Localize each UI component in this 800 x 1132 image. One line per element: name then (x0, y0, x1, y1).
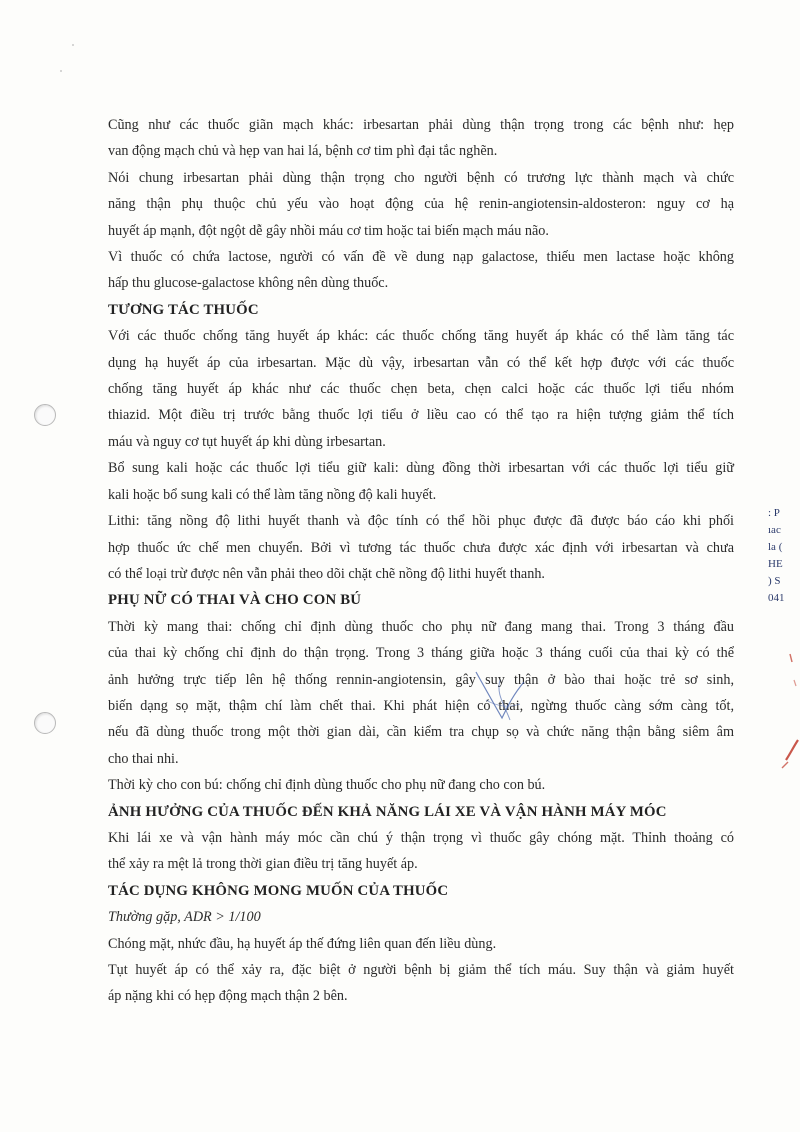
frequency-subheading: Thường gặp, ADR > 1/100 (108, 909, 261, 926)
body-paragraph (108, 244, 734, 297)
text-line: thiazid. Một điều trị trước bằng thuốc lợi tiểu ở liều cao có thể tạo ra hiện tượng giảm thể tích (108, 407, 734, 424)
text-line: Chóng mặt, nhức đầu, hạ huyết áp thế đứng liên quan đến liều dùng. (108, 935, 497, 952)
text-line: máu và nguy cơ tụt huyết áp khi dùng irbesartan. (108, 433, 386, 450)
section-heading: ẢNH HƯỞNG CỦA THUỐC ĐẾN KHẢ NĂNG LÁI XE VÀ VẬN HÀNH MÁY MÓC (108, 803, 667, 820)
text-line: Thời kỳ cho con bú: chống chỉ định dùng thuốc cho phụ nữ đang cho con bú. (108, 777, 546, 794)
text-line: Khi lái xe và vận hành máy móc cần chú ý thận trọng vì thuốc gây chóng mặt. Thỉnh thoảng có (108, 829, 734, 846)
text-line: cho thai nhi. (108, 750, 179, 767)
text-line: của thai kỳ chống chỉ định do thận trọng. Trong 3 tháng giữa hoặc 3 tháng cuối của thai kỳ có thể (108, 645, 734, 662)
scan-speck (72, 44, 74, 46)
text-line: Với các thuốc chống tăng huyết áp khác: các thuốc chống tăng huyết áp khác có thể làm tăng tác (108, 328, 734, 345)
section-heading: TÁC DỤNG KHÔNG MONG MUỐN CỦA THUỐC (108, 882, 449, 899)
body-paragraph (108, 323, 734, 455)
body-paragraph (108, 931, 734, 957)
body-paragraph (108, 772, 734, 798)
text-line: Lithi: tăng nồng độ lithi huyết thanh và độc tính có thể hồi phục được đã được báo cáo khi phối (108, 513, 734, 530)
text-line: kali hoặc bổ sung kali có thể làm tăng nồng độ kali huyết. (108, 486, 437, 503)
text-line: năng thận phụ thuộc chủ yếu vào hoạt động của hệ renin-angiotensin-aldosteron: nguy cơ hạ (108, 196, 734, 213)
margin-fragment: ) S (768, 575, 781, 587)
text-line: Nói chung irbesartan phải dùng thận trọng cho người bệnh có trương lực thành mạch và chức (108, 169, 734, 186)
text-line: biến dạng sọ mặt, thậm chí làm chết thai. Khi phát hiện có thai, ngừng thuốc càng sớm càng tốt, (108, 697, 734, 714)
body-paragraph (108, 455, 734, 508)
binder-hole-bottom (34, 712, 56, 734)
body-paragraph (108, 614, 734, 772)
text-line: nếu đã dùng thuốc trong một thời gian dài, cần kiểm tra chụp sọ và chức năng thận bằng siêm âm (108, 724, 734, 741)
text-line: Thời kỳ mang thai: chống chỉ định dùng thuốc cho phụ nữ đang mang thai. Trong 3 tháng đầu (108, 618, 734, 635)
text-line: Tụt huyết áp có thể xảy ra, đặc biệt ở người bệnh bị giảm thể tích máu. Suy thận và giảm huyết (108, 962, 734, 978)
text-line: Vì thuốc có chứa lactose, người có vấn đề về dung nạp galactose, thiếu men lactase hoặc không (108, 249, 734, 266)
text-line: hấp thu glucose-galactose không nên dùng thuốc. (108, 275, 389, 292)
text-line: van động mạch chủ và hẹp van hai lá, bệnh cơ tim phì đại tắc nghẽn. (108, 143, 498, 160)
cut-off-margin-text (768, 505, 800, 607)
body-paragraph (108, 957, 734, 1010)
text-line: Bổ sung kali hoặc các thuốc lợi tiểu giữ kali: dùng đồng thời irbesartan với các thuốc lợi tiểu giữ (108, 460, 734, 477)
margin-fragment: ıac (768, 524, 781, 536)
red-stamp-fragment (772, 650, 800, 780)
body-paragraph (108, 825, 734, 878)
body-paragraph (108, 508, 734, 587)
binder-hole-top (34, 404, 56, 426)
text-line: chống tăng huyết áp khác như các thuốc chẹn beta, chẹn calci hoặc các thuốc lợi tiểu nhóm (108, 381, 734, 398)
document-body (108, 112, 734, 1010)
body-paragraph (108, 165, 734, 244)
signature-mark (466, 660, 536, 730)
text-line: áp nặng khi có hẹp động mạch thận 2 bên. (108, 988, 348, 1005)
text-line: có thể loại trừ được nên vẫn phải theo dõi chặt chẽ nồng độ lithi huyết thanh. (108, 565, 545, 582)
section-heading: TƯƠNG TÁC THUỐC (108, 301, 259, 318)
text-line: huyết áp mạnh, đột ngột dễ gây nhồi máu cơ tim hoặc tai biến mạch máu não. (108, 222, 549, 239)
text-line: Cũng như các thuốc giãn mạch khác: irbesartan phải dùng thận trọng trong các bệnh như: hẹp (108, 117, 734, 133)
scan-speck (60, 70, 62, 72)
margin-fragment: la ( (768, 541, 783, 553)
text-line: ảnh hưởng trực tiếp lên hệ thống rennin-angiotensin, gây suy thận ở bào thai hoặc trẻ sơ sinh, (108, 671, 734, 688)
margin-fragment: HE (768, 558, 783, 570)
section-heading: PHỤ NỮ CÓ THAI VÀ CHO CON BÚ (108, 592, 362, 609)
text-line: thể xảy ra mệt lả trong thời gian điều trị tăng huyết áp. (108, 856, 418, 873)
text-line: dụng hạ huyết áp của irbesartan. Mặc dù vậy, irbesartan vẫn có thể kết hợp được với các thuốc (108, 354, 734, 371)
text-line: hợp thuốc ức chế men chuyển. Bởi vì tương tác thuốc chưa được xác định với irbesartan và chưa (108, 539, 734, 556)
body-paragraph (108, 112, 734, 165)
margin-fragment: : P (768, 507, 780, 519)
margin-fragment: 041 (768, 592, 785, 604)
